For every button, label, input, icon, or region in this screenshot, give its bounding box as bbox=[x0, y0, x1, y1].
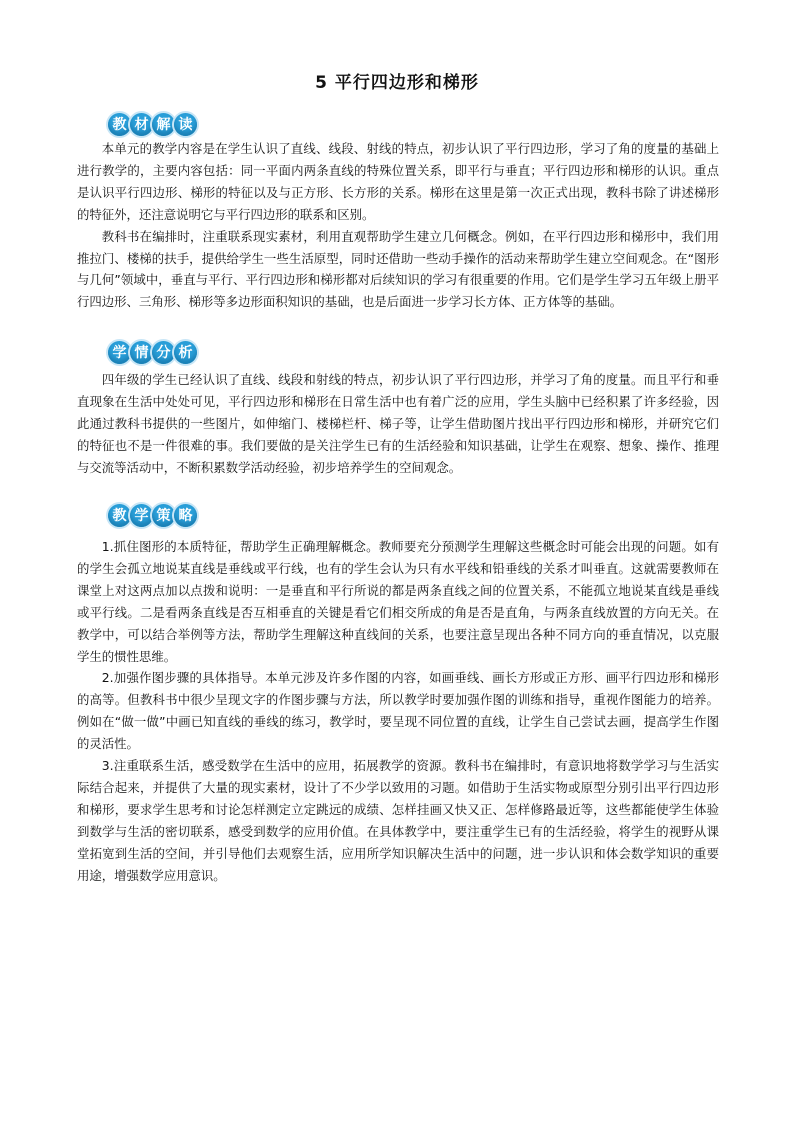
heading-char: 略 bbox=[174, 504, 197, 527]
heading-char: 分 bbox=[152, 341, 175, 364]
heading-char: 策 bbox=[152, 504, 175, 527]
paragraph: 1.抓住图形的本质特征，帮助学生正确理解概念。教师要充分预测学生理解这些概念时可能会出现的问题。如有的学生会孤立地说某直线是垂线或平行线，也有的学生会认为只有水平线和铅垂线的关系才叫垂直。这就需要教师在课堂上对这两点加以点拨和说明：一是垂直和平行所说的都是两条直线之间的位置关系，不能孤立地说某直线是垂线或平行线。二是看两条直线是否互相垂直的关键是看它们相交所成的角是否是直角，与两条直线放置的方向无关。在教学中，可以结合举例等方法，帮助学生理解这种直线间的关系，也要注意呈现出各种不同方向的垂直情况，以克服学生的惯性思维。 bbox=[77, 539, 719, 664]
heading-char: 学 bbox=[130, 504, 153, 527]
page-title: 5 平行四边形和梯形 bbox=[315, 73, 479, 93]
paragraph: 3.注重联系生活，感受数学在生活中的应用，拓展教学的资源。教科书在编排时，有意识地将数学学习与生活实际结合起来，并提供了大量的现实素材，设计了不少学以致用的习题。如借助于生活实物或原型分别引出平行四边形和梯形，要求学生思考和讨论怎样测定立定跳远的成绩、怎样挂画又快又正、怎样修路最近等，这些都能使学生体验到数学与生活的密切联系，感受到数学的应用价值。在具体教学中，要注重学生已有的生活经验，将学生的视野从课堂拓宽到生活的空间，并引导他们去观察生活，应用所学知识解决生活中的问题，进一步认识和体会数学知识的重要用途，增强数学应用意识。 bbox=[77, 758, 719, 883]
section-heading-teaching-strategy bbox=[108, 500, 196, 530]
heading-char: 情 bbox=[130, 341, 153, 364]
section-body-teaching-strategy bbox=[77, 536, 719, 887]
heading-char: 材 bbox=[130, 113, 153, 136]
section-body-student-analysis bbox=[77, 369, 719, 479]
paragraph: 本单元的教学内容是在学生认识了直线、线段、射线的特点，初步认识了平行四边形，学习了角的度量的基础上进行教学的，主要内容包括：同一平面内两条直线的特殊位置关系，即平行与垂直；平行四边形和梯形的认识。重点是认识平行四边形、梯形的特征以及与正方形、长方形的关系。梯形在这里是第一次正式出现，教科书除了讲述梯形的特征外，还注意说明它与平行四边形的联系和区别。 bbox=[77, 141, 719, 222]
heading-char: 析 bbox=[174, 341, 197, 364]
heading-char: 解 bbox=[152, 113, 175, 136]
section-heading-student-analysis bbox=[108, 337, 196, 367]
heading-char: 学 bbox=[108, 341, 131, 364]
paragraph: 四年级的学生已经认识了直线、线段和射线的特点，初步认识了平行四边形，并学习了角的度量。而且平行和垂直现象在生活中处处可见，平行四边形和梯形在日常生活中也有着广泛的应用，学生头脑中已经积累了许多经验，因此通过教科书提供的一些图片，如伸缩门、楼梯栏杆、梯子等，让学生借助图片找出平行四边形和梯形，并研究它们的特征也不是一件很难的事。我们要做的是关注学生已有的生活经验和知识基础，让学生在观察、想象、操作、推理与交流等活动中，不断积累数学活动经验，初步培养学生的空间观念。 bbox=[77, 372, 719, 475]
section-body-textbook-interpretation bbox=[77, 138, 719, 313]
section-heading-textbook-interpretation bbox=[108, 109, 196, 139]
paragraph: 2.加强作图步骤的具体指导。本单元涉及许多作图的内容，如画垂线、画长方形或正方形、画平行四边形和梯形的高等。但教科书中很少呈现文字的作图步骤与方法，所以教学时要加强作图的训练和指导，重视作图能力的培养。例如在“做一做”中画已知直线的垂线的练习，教学时，要呈现不同位置的直线，让学生自己尝试去画，提高学生作图的灵活性。 bbox=[77, 670, 719, 752]
heading-char: 教 bbox=[108, 504, 131, 527]
paragraph: 教科书在编排时，注重联系现实素材，利用直观帮助学生建立几何概念。例如，在平行四边形和梯形中，我们用推拉门、楼梯的扶手，提供给学生一些生活原型，同时还借助一些动手操作的活动来帮助学生建立空间观念。在“图形与几何”领域中，垂直与平行、平行四边形和梯形都对后续知识的学习有很重要的作用。它们是学生学习五年级上册平行四边形、三角形、梯形等多边形面积知识的基础，也是后面进一步学习长方体、正方体等的基础。 bbox=[77, 228, 719, 310]
heading-char: 读 bbox=[174, 113, 197, 136]
heading-char: 教 bbox=[108, 113, 131, 136]
